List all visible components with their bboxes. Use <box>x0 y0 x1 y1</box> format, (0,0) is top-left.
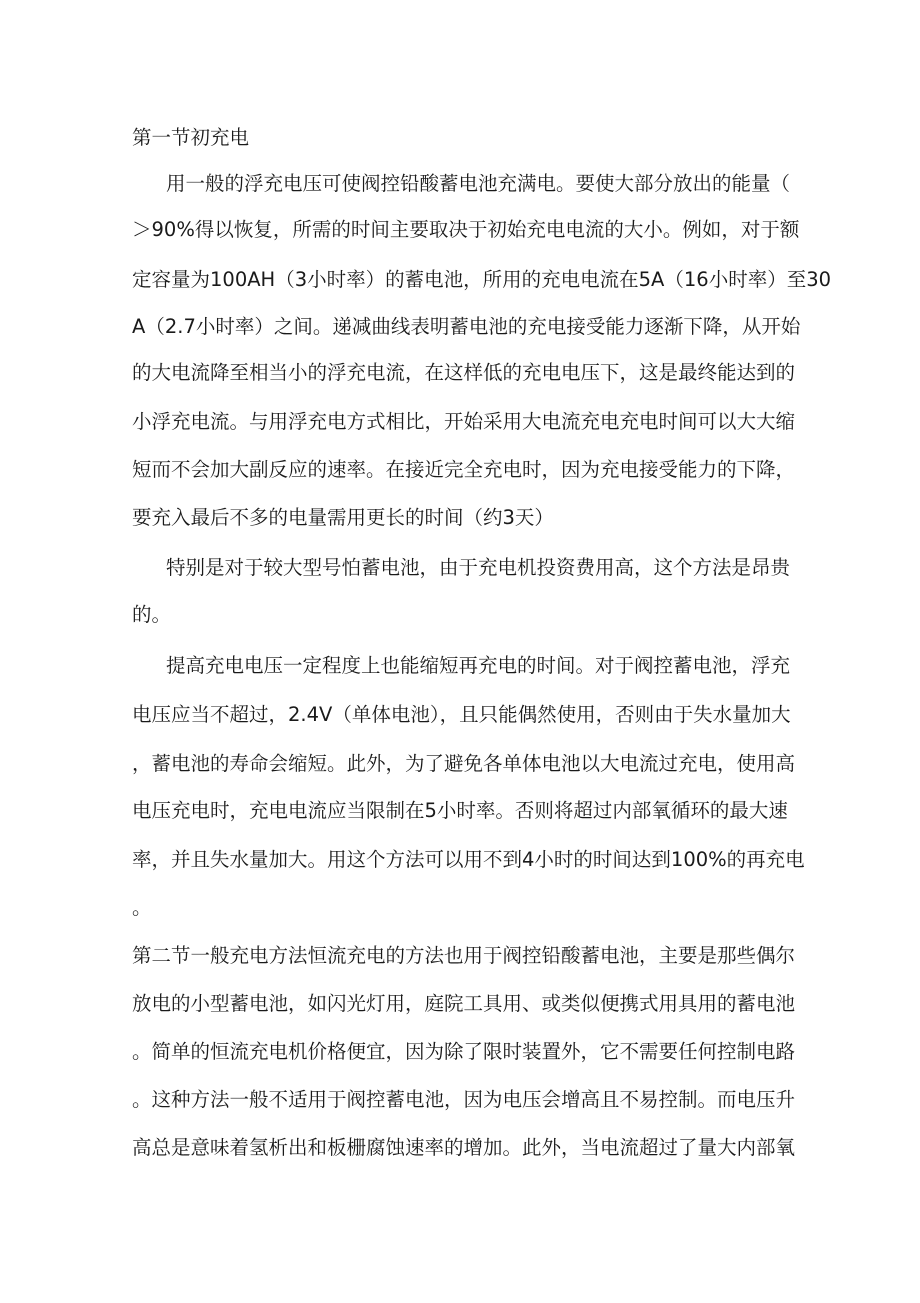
paragraph-line: 要充入最后不多的电量需用更长的时间（约3天） <box>132 506 554 529</box>
paragraph-line: ＞90%得以恢复，所需的时间主要取决于初始充电电流的大小。例如，对于额 <box>132 218 800 241</box>
paragraph-line: 。 <box>132 896 152 919</box>
paragraph-line: 用一般的浮充电压可使阀控铅酸蓄电池充满电。要使大部分放出的能量（ <box>166 172 791 195</box>
paragraph-line: 第二节一般充电方法恒流充电的方法也用于阀控铅酸蓄电池，主要是那些偶尔 <box>132 944 796 967</box>
paragraph-line: 小浮充电流。与用浮充电方式相比，开始采用大电流充电充电时间可以大大缩 <box>132 410 796 433</box>
paragraph-line: A（2.7小时率）之间。递减曲线表明蓄电池的充电接受能力逐渐下降，从开始 <box>132 315 801 338</box>
paragraph-line: 提高充电电压一定程度上也能缩短再充电的时间。对于阀控蓄电池，浮充 <box>166 654 791 677</box>
paragraph-line: 的大电流降至相当小的浮充电流，在这样低的充电电压下，这是最终能达到的 <box>132 361 796 384</box>
paragraph-line: 高总是意味着氢析出和板栅腐蚀速率的增加。此外，当电流超过了量大内部氧 <box>132 1136 796 1159</box>
paragraph-line: ，蓄电池的寿命会缩短。此外，为了避免各单体电池以大电流过充电，使用高 <box>132 752 796 775</box>
paragraph-line: 特别是对于较大型号怕蓄电池，由于充电机投资费用高，这个方法是昂贵 <box>166 556 791 579</box>
paragraph-line: 短而不会加大副反应的速率。在接近完全充电时，因为充电接受能力的下降， <box>132 458 796 481</box>
paragraph-line: 放电的小型蓄电池，如闪光灯用，庭院工具用、或类似便携式用具用的蓄电池 <box>132 992 796 1015</box>
paragraph-line: 率，并且失水量加大。用这个方法可以用不到4小时的时间达到100%的再充电 <box>132 848 805 871</box>
paragraph-line: 。这种方法一般不适用于阀控蓄电池，因为电压会增高且不易控制。而电压升 <box>132 1088 796 1111</box>
paragraph-line: 电压应当不超过，2.4V（单体电池），且只能偶然使用，否则由于失水量加大 <box>132 703 791 726</box>
paragraph-line: 。简单的恒流充电机价格便宜，因为除了限时装置外，它不需要任何控制电路 <box>132 1040 796 1063</box>
paragraph-line: 的。 <box>132 603 172 626</box>
paragraph-line: 定容量为100AH（3小时率）的蓄电池，所用的充电电流在5A（16小时率）至30 <box>132 268 832 291</box>
paragraph-line: 电压充电时，充电电流应当限制在5小时率。否则将超过内部氧循环的最大速 <box>132 799 788 822</box>
section-heading: 第一节初充电 <box>132 126 250 149</box>
